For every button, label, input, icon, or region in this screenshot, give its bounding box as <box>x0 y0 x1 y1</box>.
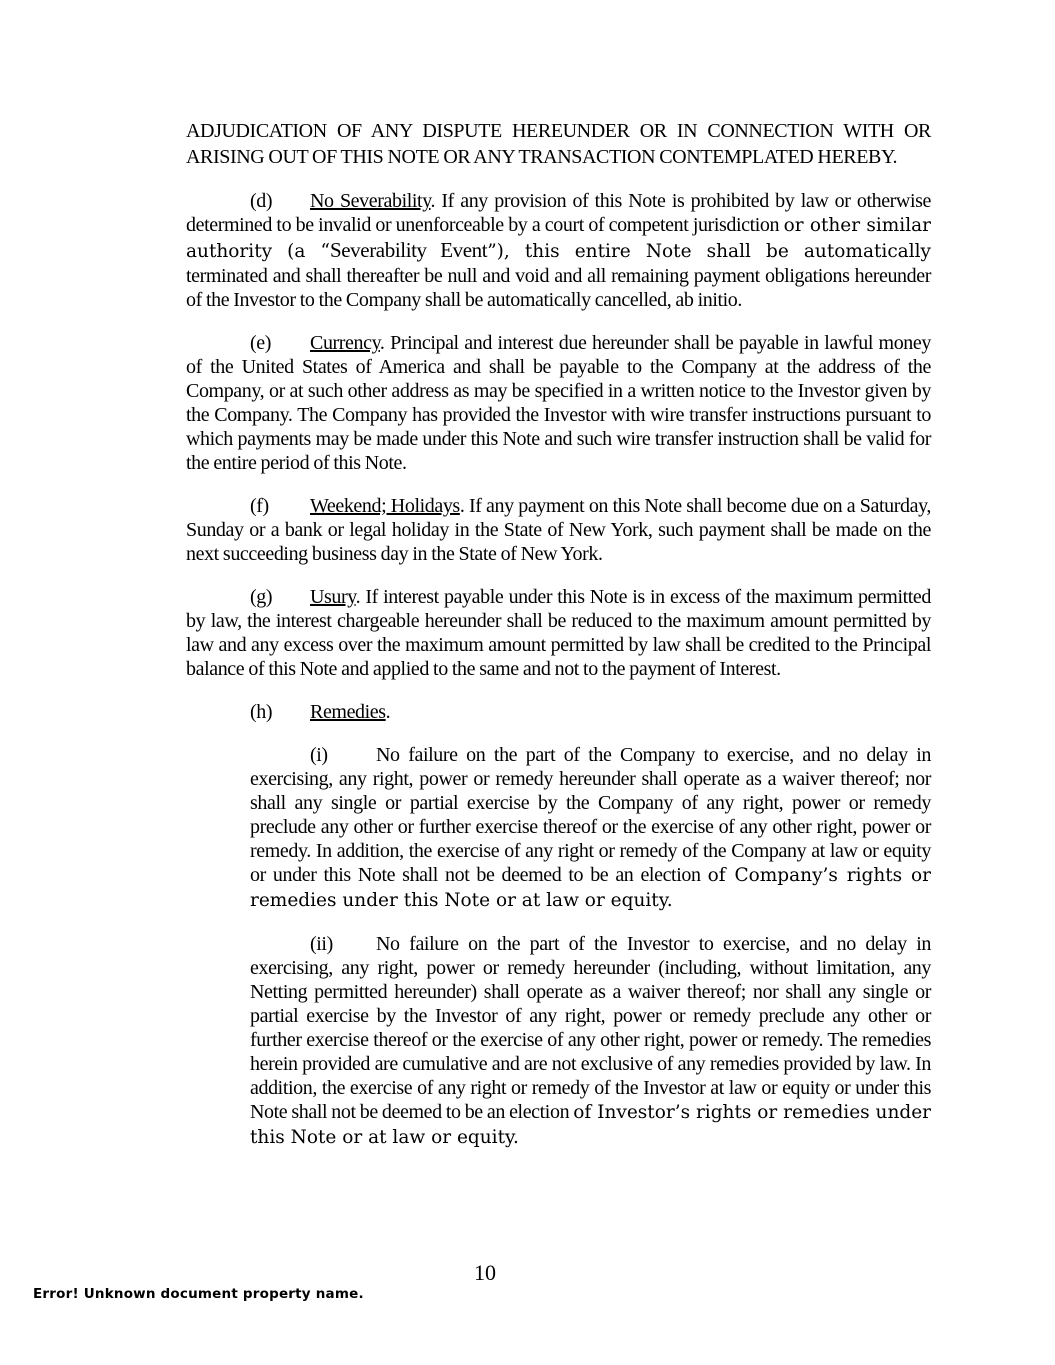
paragraph-caps-clause <box>186 118 931 170</box>
text-segment: No failure on the part of the Investor to exercise, and no delay in exercising, any right, power or remedy hereunder (including, without limitation, any Netting permitted hereunder) shall operate as a waiver thereof; nor shall any single or partial exercise by the Investor of any right, power or remedy preclude any other or further exercise thereof or the exercise of any other right, power or remedy. The remedies herein provided are cumulative and are not exclusive of any remedies provided by law. In addition, the exercise of any right or remedy of the Investor at law or equity or under this Note shall not be deemed to be an election <box>250 933 931 1123</box>
clause-label: (d) <box>250 190 273 212</box>
text-segment: terminated and shall thereafter be null and void and all remaining payment obligations hereunder of the Investor to the Company shall be automatically cancelled, ab initio. <box>186 265 931 311</box>
text-segment: of Investor’s rights or remedies under this Note or at law or equity. <box>250 1102 932 1148</box>
footer-error-note: Error! Unknown document property name. <box>33 1286 364 1302</box>
text-segment: Remedies <box>310 701 386 723</box>
text-segment: of Company’s rights or remedies under this Note or at law or equity. <box>250 865 931 911</box>
text-segment: Usury <box>310 586 356 608</box>
text-segment: ”), this entire Note shall be automatically <box>487 241 932 262</box>
text-segment: . <box>385 701 391 723</box>
text-segment: Currency <box>310 332 380 354</box>
paragraph-clause-e-currency <box>186 331 931 475</box>
clause-label: (i) <box>310 744 328 766</box>
text-segment: . If interest payable under this Note is in excess of the maximum permitted by law, the interest chargeable hereunder shall be reduced to the maximum amount permitted by law and any excess over the maximum amount permitted by law shall be credited to the Principal balance of this Note and applied to the same and not to the payment of Interest. <box>186 586 931 680</box>
text-segment: . If any payment on this Note shall become due on a Saturday, Sunday or a bank or legal holiday in the State of New York, such payment shall be made on the next succeeding business day in the State of New York. <box>186 495 931 565</box>
text-segment: No Severability <box>310 190 431 212</box>
paragraph-clause-h-ii <box>250 932 931 1150</box>
clause-label: (g) <box>250 586 273 608</box>
text-segment: ADJUDICATION OF ANY DISPUTE HEREUNDER OR IN CONNECTION WITH OR ARISING OUT OF THIS NOTE OR ANY TRANSACTION CONTEMPLATED HEREBY. <box>186 120 931 168</box>
text-segment: Weekend; Holidays <box>310 495 460 517</box>
page-number: 10 <box>474 1260 496 1285</box>
text-segment: or other similar authority (a “ <box>186 215 931 262</box>
text-segment: . Principal and interest due hereunder shall be payable in lawful money of the United States of America and shall be payable to the Company at the address of the Company, or at such other address as may be specified in a written notice to the Investor given by the Company. The Company has provided the Investor with wire transfer instructions pursuant to which payments may be made under this Note and such wire transfer instruction shall be valid for the entire period of this Note. <box>186 332 931 474</box>
clause-label: (h) <box>250 701 273 723</box>
text-segment: Severability Event <box>329 238 488 262</box>
clause-label: (f) <box>250 495 269 517</box>
text-segment: . If any provision of this Note is prohibited by law or otherwise determined to be invalid or unenforceable by a court of competent jurisdiction <box>186 190 931 236</box>
clause-label: (e) <box>250 332 271 354</box>
clause-label: (ii) <box>310 933 333 955</box>
paragraph-clause-h-remedies <box>186 700 931 724</box>
body-text <box>186 118 931 1169</box>
text-segment: No failure on the part of the Company to exercise, and no delay in exercising, any right, power or remedy hereunder shall operate as a waiver thereof; nor shall any single or partial exercise by the Company of any right, power or remedy preclude any other or further exercise thereof or the exercise of any other right, power or remedy. In addition, the exercise of any right or remedy of the Company at law or equity or under this Note shall not be deemed to be an election <box>250 744 931 886</box>
paragraph-clause-d-no-severability <box>186 189 931 312</box>
paragraph-clause-f-weekend-holidays <box>186 494 931 566</box>
paragraph-clause-g-usury <box>186 585 931 681</box>
paragraph-clause-h-i <box>250 743 931 913</box>
